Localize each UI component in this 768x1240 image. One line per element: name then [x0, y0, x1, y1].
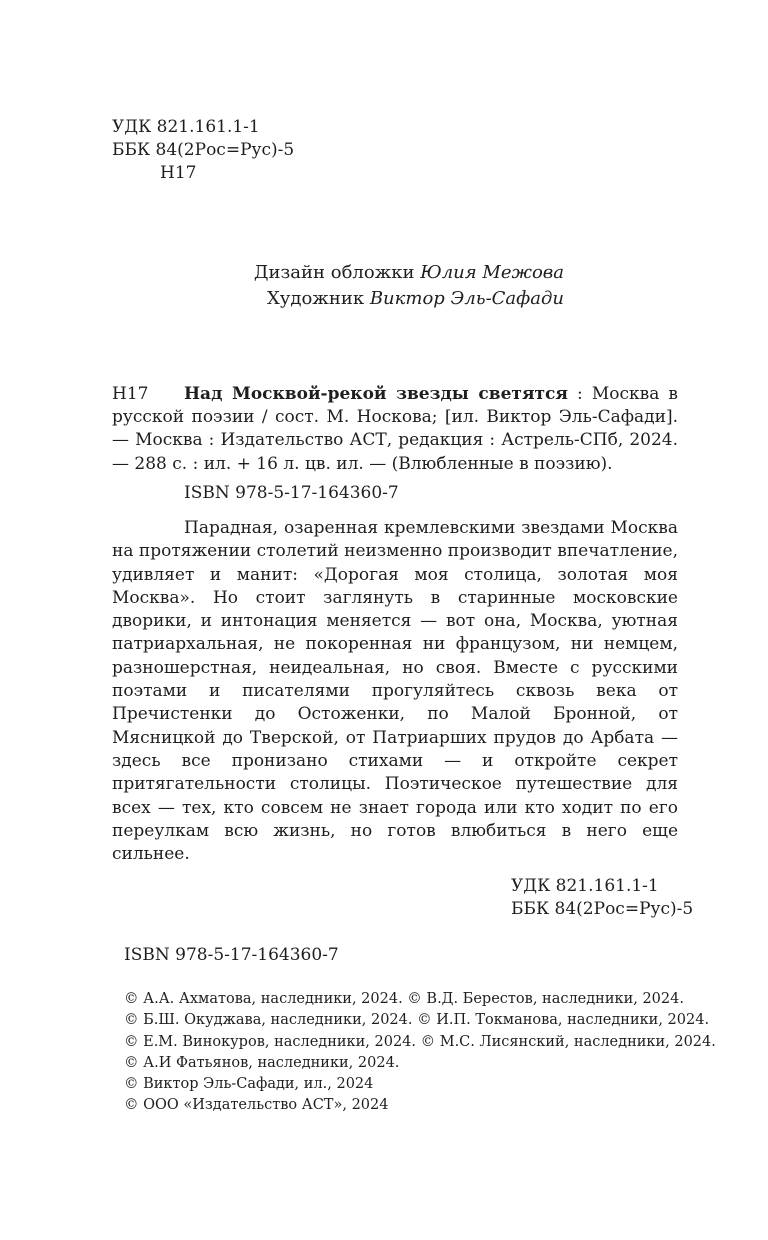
artist-name: Виктор Эль-Сафади: [369, 288, 564, 309]
bibliographic-details: : Москва в русской поэзии / сост. М. Носкова; [ил. Виктор Эль-Сафади]. — Москва : Издательство АСТ, редакция : Астрель-СПб, 2024. — 288 с. : ил. + 16 л. цв. ил. — (Влюбленные в поэзию).: [112, 384, 678, 474]
cover-design-name: Юлия Межова: [420, 262, 564, 283]
biblio-author-mark: Н17: [112, 384, 149, 404]
biblio-isbn: ISBN 978-5-17-164360-7: [184, 483, 399, 503]
isbn-main: ISBN 978-5-17-164360-7: [124, 945, 339, 965]
copyright-line: © А.И Фатьянов, наследники, 2024.: [124, 1054, 400, 1071]
udk-code-top: УДК 821.161.1-1: [112, 117, 260, 137]
artist-credit: [252, 288, 564, 309]
udk-code-bottom: УДК 821.161.1-1: [511, 876, 659, 896]
artist-label: Художник: [266, 288, 370, 309]
author-mark-top: Н17: [160, 163, 197, 183]
book-title: Над Москвой-рекой звезды светятся: [184, 384, 568, 404]
bbk-code-top: ББК 84(2Рос=Рус)-5: [112, 140, 295, 160]
copyright-block: [124, 989, 716, 1117]
copyright-line: © А.А. Ахматова, наследники, 2024. © В.Д. Берестов, наследники, 2024.: [124, 991, 684, 1007]
copyright-line: © Б.Ш. Окуджава, наследники, 2024. © И.П. Токманова, наследники, 2024.: [124, 1012, 710, 1029]
copyright-line: © Е.М. Винокуров, наследники, 2024. © М.С. Лисянский, наследники, 2024.: [124, 1033, 716, 1050]
cover-design-label: Дизайн обложки: [253, 262, 421, 283]
annotation-paragraph: Парадная, озаренная кремлевскими звездами Москва на протяжении столетий неизменно производит впечатление, удивляет и манит: «Дорогая моя столица, золотая моя Москва». Но стоит заглянуть в старинные московские дворики, и интонация меняется — вот она, Москва, уютная патриархальная, не покоренная ни французом, ни немцем, разношерстная, неидеальная, но своя. Вместе с русскими поэтами и писателями прогуляйтесь сквозь века от Пречистенки до Остоженки, по Малой Бронной, от Мясницкой до Тверской, от Патриарших прудов до Арбата — здесь все пронизано стихами — и откройте секрет притягательности столицы. Поэтическое путешествие для всех — тех, кто совсем не знает города или кто ходит по его переулкам всю жизнь, но готов влюбиться в него еще сильнее.: [112, 518, 678, 865]
bbk-code-bottom: ББК 84(2Рос=Рус)-5: [511, 899, 694, 919]
copyright-line: © Виктор Эль-Сафади, ил., 2024: [124, 1076, 374, 1093]
bibliographic-description: [112, 383, 678, 476]
copyright-line: © ООО «Издательство АСТ», 2024: [124, 1097, 389, 1114]
cover-design-credit: [252, 262, 564, 283]
